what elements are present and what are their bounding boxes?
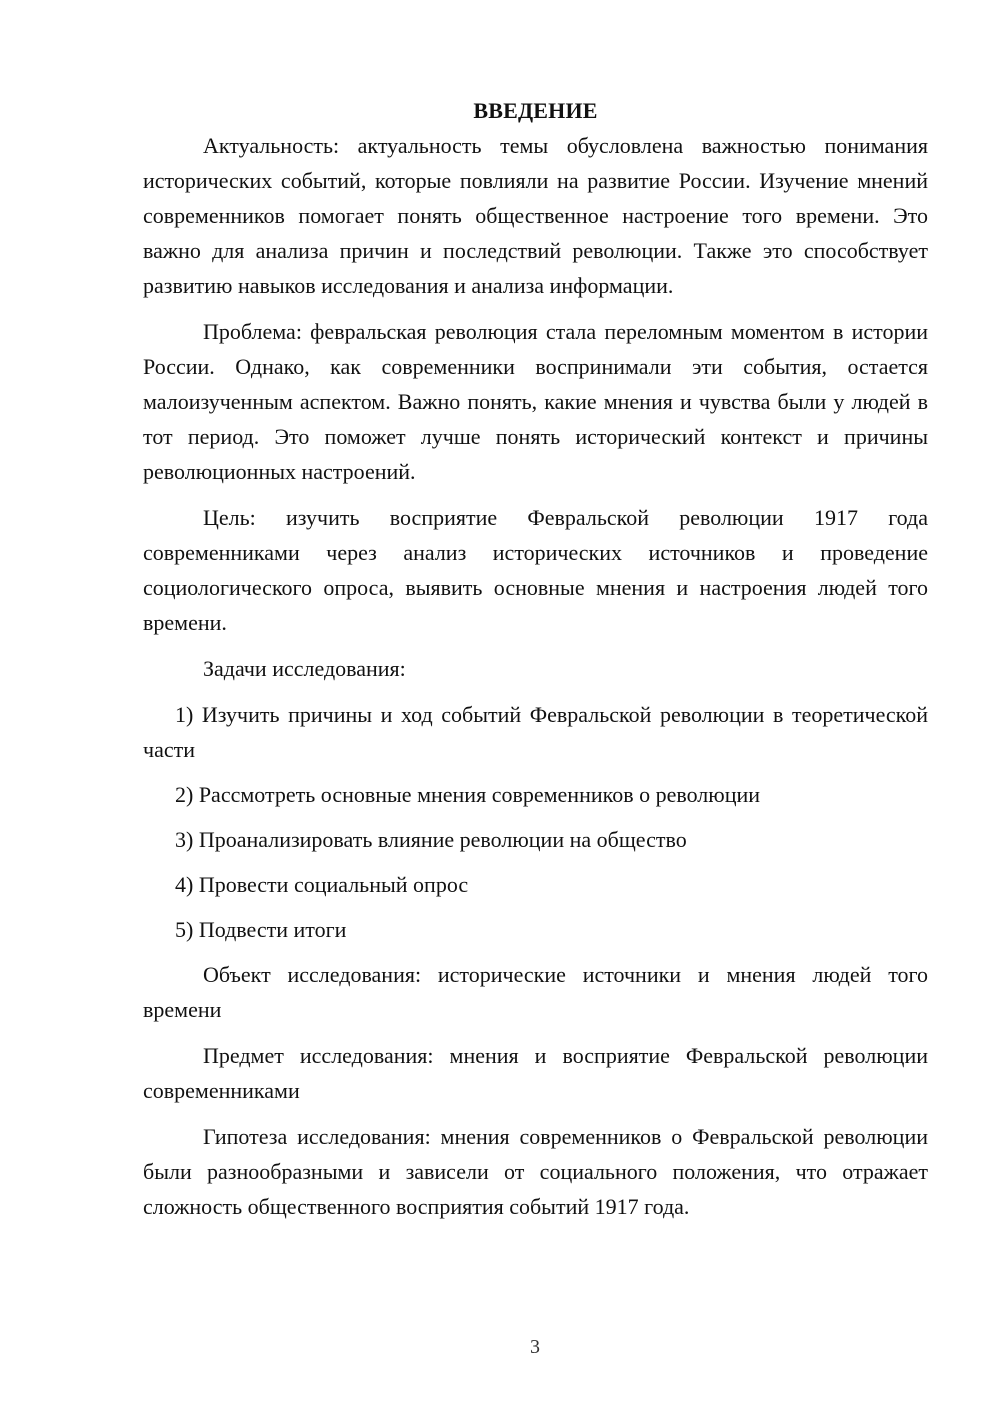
task-item-1: 1) Изучить причины и ход событий Февральской революции в теоретической части bbox=[143, 702, 928, 762]
tasks-title: Задачи исследования: bbox=[203, 656, 406, 681]
task-item-3: 3) Проанализировать влияние революции на общество bbox=[175, 827, 687, 852]
section-heading: ВВЕДЕНИЕ bbox=[473, 98, 598, 123]
subject-paragraph: Предмет исследования: мнения и восприятие Февральской революции современниками bbox=[143, 1043, 928, 1103]
task-item-4: 4) Провести социальный опрос bbox=[175, 872, 469, 897]
page-body bbox=[143, 94, 928, 1235]
object-paragraph: Объект исследования: исторические источники и мнения людей того времени bbox=[143, 962, 928, 1022]
problem-paragraph: Проблема: февральская революция стала переломным моментом в истории России. Однако, как современники воспринимали эти события, остается малоизученным аспектом. Важно понять, какие мнения и чувства были у людей в тот период. Это поможет лучше понять исторический контекст и причины революционных настроений. bbox=[143, 319, 928, 484]
relevance-paragraph: Актуальность: актуальность темы обусловлена важностью понимания исторических событий, которые повлияли на развитие России. Изучение мнений современников помогает понять общественное настроение того времени. Это важно для анализа причин и последствий революции. Также это способствует развитию навыков исследования и анализа информации. bbox=[143, 133, 928, 298]
goal-paragraph: Цель: изучить восприятие Февральской революции 1917 года современниками через анализ исторических источников и проведение социологического опроса, выявить основные мнения и настроения людей того времени. bbox=[143, 505, 928, 635]
hypothesis-paragraph: Гипотеза исследования: мнения современников о Февральской революции были разнообразными и зависели от социального положения, что отражает сложность общественного восприятия событий 1917 года. bbox=[143, 1124, 928, 1219]
task-item-5: 5) Подвести итоги bbox=[175, 917, 347, 942]
task-item-2: 2) Рассмотреть основные мнения современников о революции bbox=[175, 782, 761, 807]
page-number: 3 bbox=[530, 1336, 540, 1358]
